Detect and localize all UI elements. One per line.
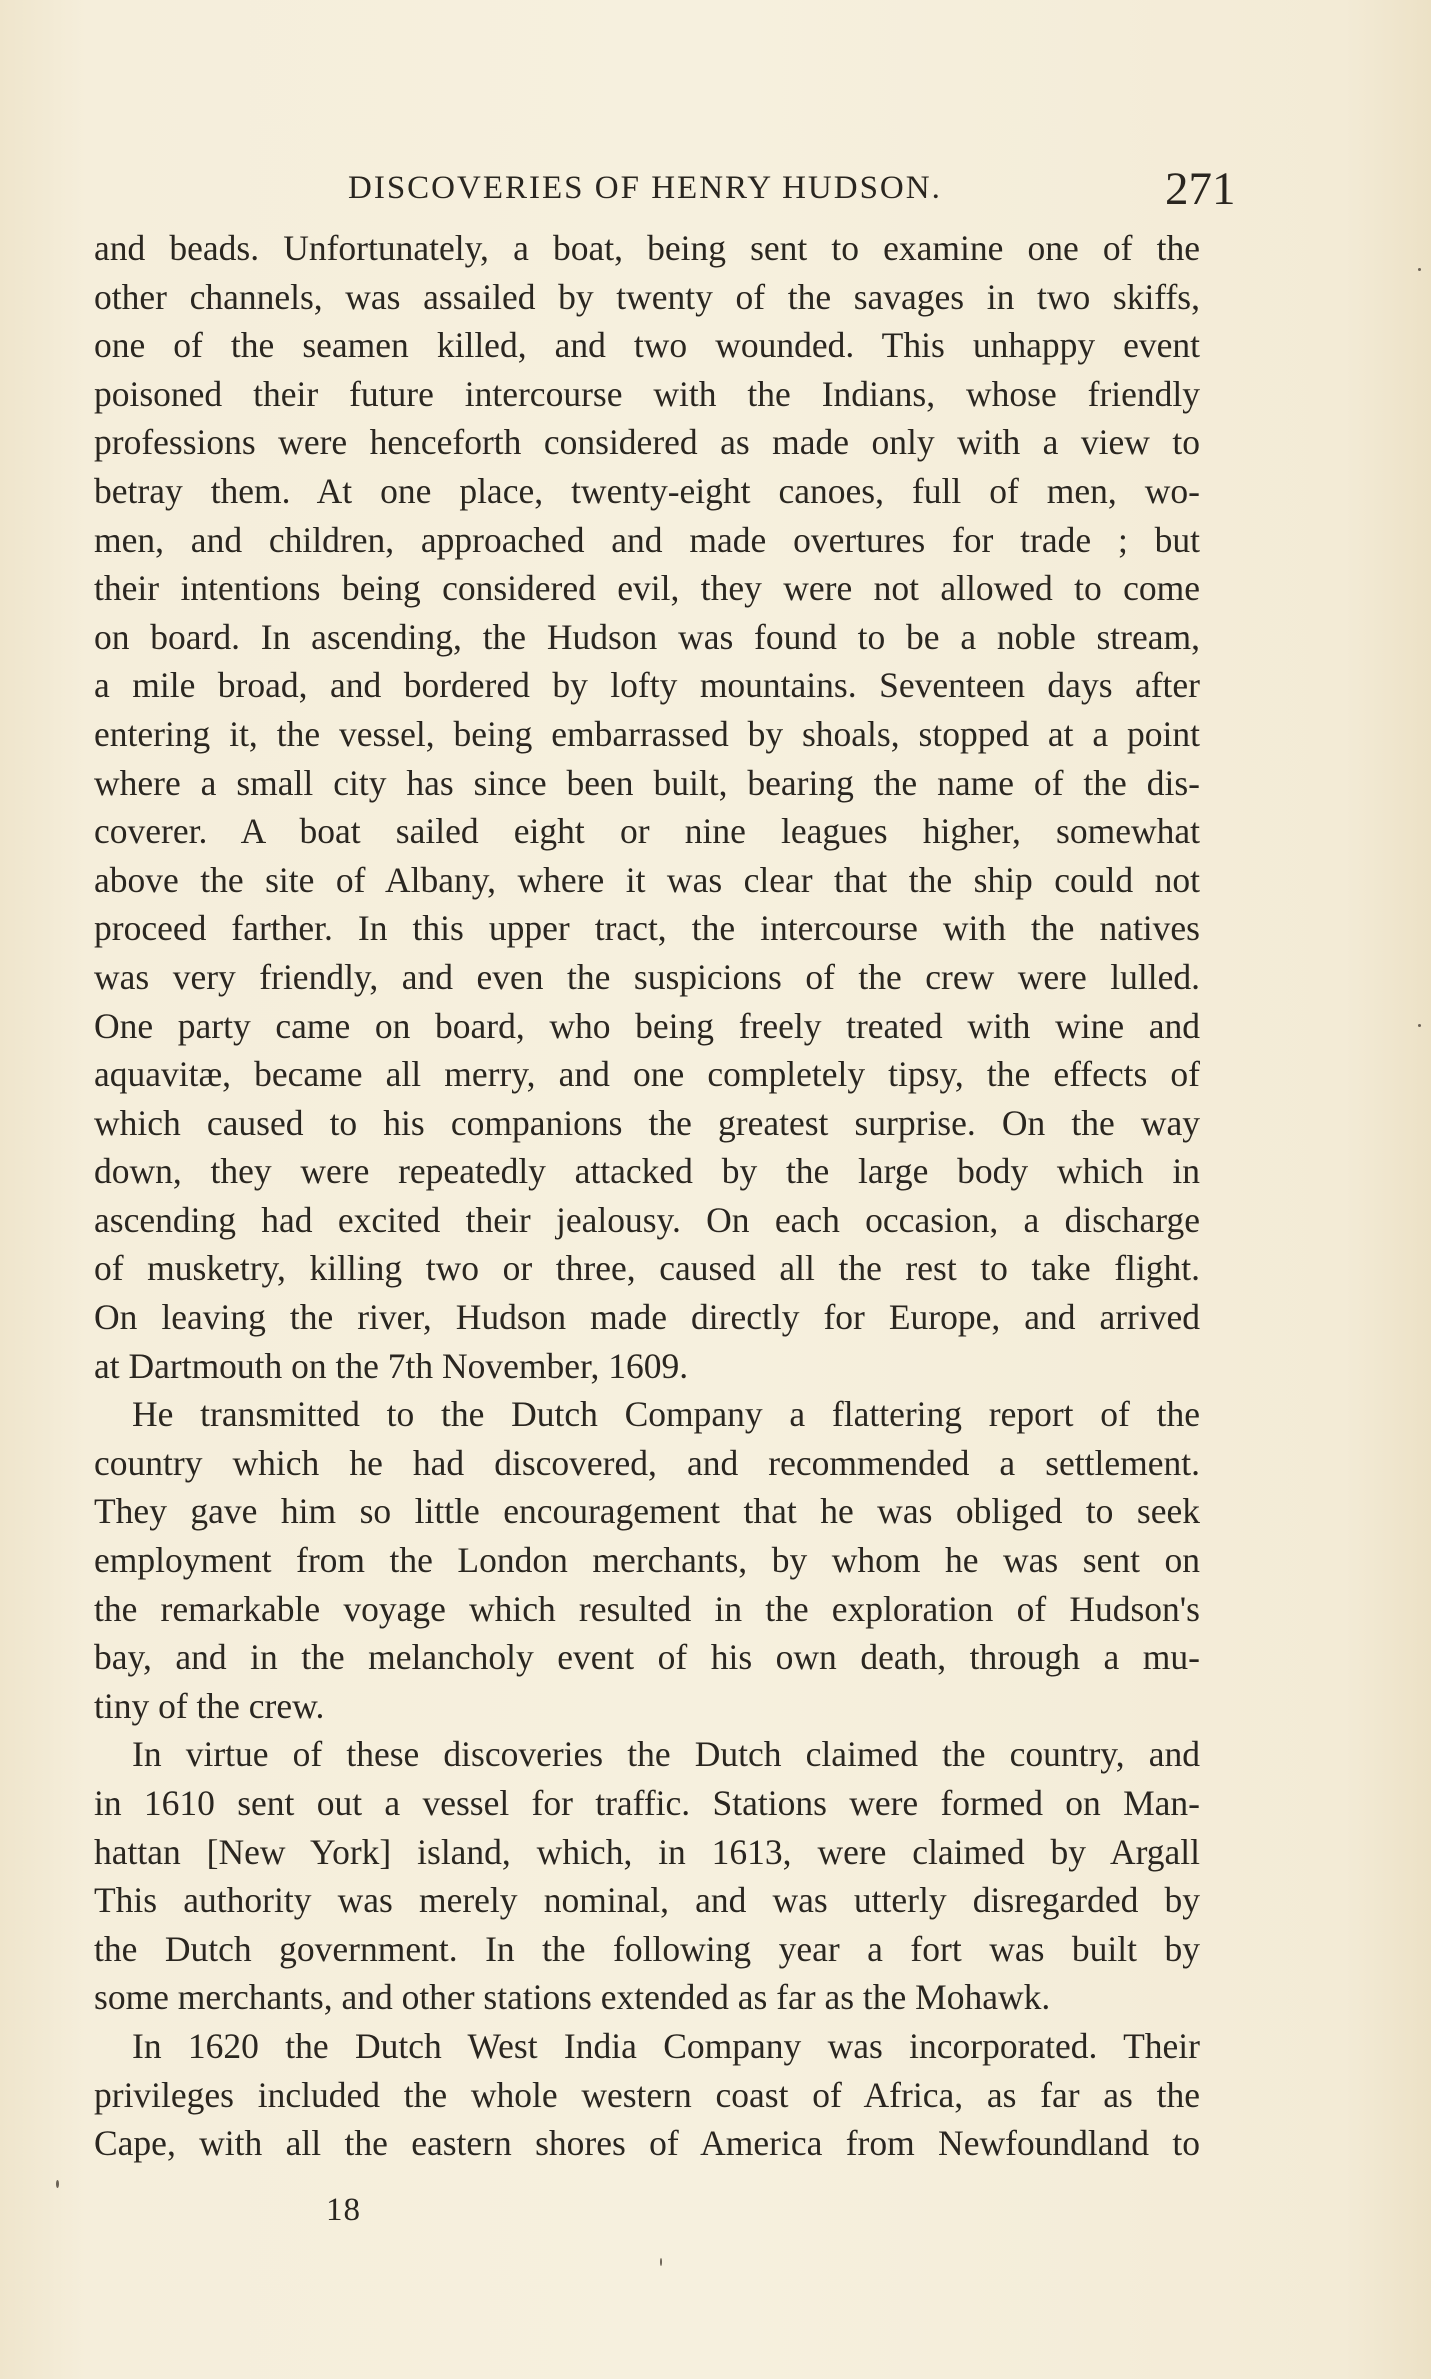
text-line: was very friendly, and even the suspicions of the crew were lulled. <box>94 956 1200 997</box>
page-number: 271 <box>1165 163 1236 215</box>
paper-speck <box>660 2258 662 2266</box>
text-line: the remarkable voyage which resulted in the exploration of Hudson's <box>94 1588 1200 1629</box>
text-line: other channels, was assailed by twenty of the savages in two skiffs, <box>94 276 1200 317</box>
text-line: in 1610 sent out a vessel for traffic. Stations were formed on Man- <box>94 1783 1200 1823</box>
paper-speck <box>1418 268 1421 271</box>
signature-mark: 18 <box>326 2192 361 2228</box>
text-line: betray them. At one place, twenty-eight canoes, full of men, wo- <box>94 470 1200 511</box>
text-line: employment from the London merchants, by whom he was sent on <box>94 1540 1200 1581</box>
text-line: poisoned their future intercourse with the Indians, whose friendly <box>94 373 1200 414</box>
paper-speck <box>56 2180 59 2188</box>
text-line: ascending had excited their jealousy. On each occasion, a discharge <box>94 1199 1200 1240</box>
text-line: proceed farther. In this upper tract, the intercourse with the natives <box>94 908 1200 949</box>
text-line: men, and children, approached and made overtures for trade ; but <box>94 519 1200 560</box>
running-title: DISCOVERIES OF HENRY HUDSON. <box>348 170 942 206</box>
text-line: which caused to his companions the greatest surprise. On the way <box>94 1102 1200 1143</box>
text-line: aquavitæ, became all merry, and one completely tipsy, the effects of <box>94 1054 1200 1095</box>
body-text <box>94 224 1200 2168</box>
text-line: In virtue of these discoveries the Dutch claimed the country, and <box>132 1734 1200 1775</box>
text-line: at Dartmouth on the 7th November, 1609. <box>94 1345 689 1386</box>
text-line: and beads. Unfortunately, a boat, being sent to examine one of the <box>94 228 1200 268</box>
paper-speck <box>1418 1024 1421 1027</box>
text-line: their intentions being considered evil, they were not allowed to come <box>94 568 1200 609</box>
text-line: On leaving the river, Hudson made directly for Europe, and arrived <box>94 1297 1200 1338</box>
text-line: of musketry, killing two or three, caused all the rest to take flight. <box>94 1248 1200 1289</box>
text-line: entering it, the vessel, being embarrassed by shoals, stopped at a point <box>94 713 1200 754</box>
text-line: privileges included the whole western coast of Africa, as far as the <box>94 2074 1200 2115</box>
text-line: above the site of Albany, where it was clear that the ship could not <box>94 859 1200 900</box>
text-line: some merchants, and other stations extended as far as the Mohawk. <box>94 1977 1051 2018</box>
text-line: hattan [New York] island, which, in 1613, were claimed by Argall <box>94 1831 1200 1872</box>
text-line: tiny of the crew. <box>94 1685 325 1726</box>
text-line: Cape, with all the eastern shores of America from Newfoundland to <box>94 2123 1200 2164</box>
text-line: country which he had discovered, and recommended a settlement. <box>94 1442 1200 1483</box>
text-line: This authority was merely nominal, and was utterly disregarded by <box>94 1880 1200 1921</box>
text-line: the Dutch government. In the following year a fort was built by <box>94 1928 1200 1969</box>
text-line: where a small city has since been built, bearing the name of the dis- <box>94 762 1200 803</box>
text-line: coverer. A boat sailed eight or nine leagues higher, somewhat <box>94 811 1200 852</box>
running-head <box>90 162 1240 222</box>
text-line: In 1620 the Dutch West India Company was incorporated. Their <box>132 2025 1200 2066</box>
text-line: They gave him so little encouragement that he was obliged to seek <box>94 1491 1200 1532</box>
text-line: one of the seamen killed, and two wounded. This unhappy event <box>94 325 1200 366</box>
text-line: He transmitted to the Dutch Company a flattering report of the <box>132 1394 1200 1435</box>
text-line: a mile broad, and bordered by lofty mountains. Seventeen days after <box>94 665 1200 706</box>
text-line: professions were henceforth considered as made only with a view to <box>94 422 1200 463</box>
text-line: down, they were repeatedly attacked by the large body which in <box>94 1151 1200 1192</box>
text-line: on board. In ascending, the Hudson was found to be a noble stream, <box>94 616 1200 657</box>
text-line: bay, and in the melancholy event of his own death, through a mu- <box>94 1637 1200 1678</box>
text-line: One party came on board, who being freely treated with wine and <box>94 1005 1200 1046</box>
